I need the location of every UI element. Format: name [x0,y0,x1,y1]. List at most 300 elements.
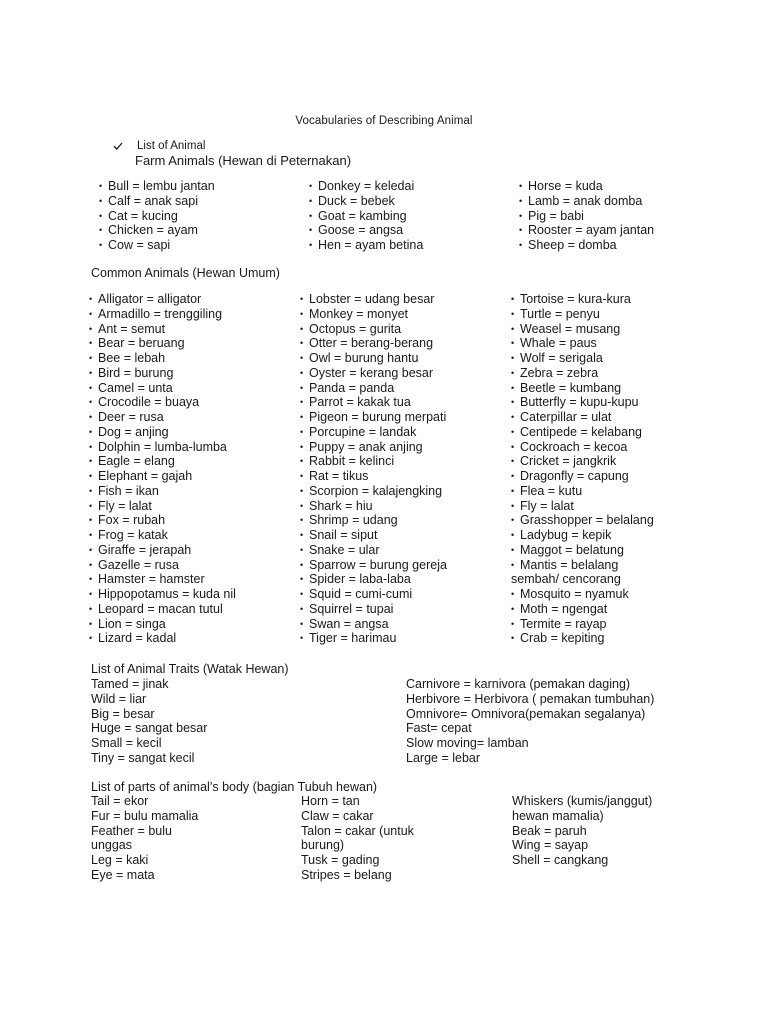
list-item-text: Camel = unta [98,380,173,395]
list-item-text: Alligator = alligator [98,292,202,306]
bullet-icon: • [300,323,304,334]
bullet-icon: • [89,559,93,570]
list-item-text: Porcupine = landak [309,424,417,439]
bullet-icon: • [89,471,93,481]
list-item [89,381,236,396]
list-item-text: Moth = ngengat [520,601,608,616]
list-item [300,631,447,646]
list-item: Huge = sangat besar [91,721,208,736]
list-item-text: Dog = anjing [98,424,169,439]
list-item-text: Snake = ular [309,542,380,557]
list-item [89,307,236,322]
list-item [89,543,236,558]
list-item-text: Giraffe = jerapah [98,542,192,557]
list-item-text: Bee = lebah [98,351,166,365]
list-item [511,631,654,646]
list-item-text: Calf = anak sapi [108,193,198,208]
list-item [511,440,654,455]
list-item [300,307,447,322]
bullet-icon: • [511,485,515,496]
list-item: Stripes = belang [301,867,392,882]
bullet-icon: • [511,338,515,349]
body-parts-list-col1 [91,794,198,883]
list-item [300,602,447,617]
list-item [89,617,236,632]
list-item [89,631,236,646]
list-item: Herbivore = Herbivora ( pemakan tumbuhan) [406,691,655,706]
list-item-text: Frog = katak [98,528,168,542]
bullet-icon: • [99,195,103,206]
list-item: Feather = bulu [91,823,172,838]
bullet-icon: • [511,456,515,467]
list-item-text: Cockroach = kecoa [520,439,628,454]
list-item [511,425,654,440]
bullet-icon: • [89,397,93,408]
list-item: Tiny = sangat kecil [91,750,195,765]
list-item [89,558,236,573]
bullet-icon: • [99,210,103,221]
bullet-icon: • [511,294,515,304]
list-item-text: Gazelle = rusa [98,557,179,572]
list-item: Shell = cangkang [512,853,609,867]
list-item [300,366,447,381]
list-item-text: Cat = kucing [108,208,178,223]
list-item [89,366,236,381]
list-item [519,194,654,209]
list-item-text: Elephant = gajah [98,469,193,483]
list-item [300,292,447,307]
list-item [300,587,447,602]
bullet-icon: • [300,294,304,304]
list-item [300,484,447,499]
list-item [300,336,447,351]
list-item [89,528,236,543]
list-item-text: Cow = sapi [108,238,171,252]
list-item-text: Monkey = monyet [309,306,409,321]
bullet-icon: • [511,382,515,393]
bullet-icon: • [300,353,304,363]
bullet-icon: • [309,240,313,250]
bullet-icon: • [309,225,313,236]
list-item [89,572,236,587]
list-item-text: Duck = bebek [318,193,395,208]
farm-animals-list-col2 [309,179,423,253]
list-item [300,572,447,587]
list-item [300,381,447,396]
list-item-text: Puppy = anak anjing [309,439,423,454]
bullet-icon: • [89,589,93,599]
list-item-text: Crab = kepiting [520,631,605,646]
bullet-icon: • [309,210,313,221]
body-parts-list-col2 [301,794,414,883]
list-item-text: Flea = kutu [520,483,583,498]
list-item-text: Fox = rubah [98,513,166,528]
list-item-text: Weasel = musang [520,321,621,336]
list-item [89,513,236,528]
list-item-text: Shrimp = udang [309,513,398,528]
bullet-icon: • [511,559,515,570]
list-item-text: Dolphin = lumba-lumba [98,439,227,454]
list-item-text: Hen = ayam betina [318,238,424,252]
body-parts-heading: List of parts of animal’s body (bagian Tubuh hewan) [91,780,378,794]
bullet-icon: • [89,308,93,319]
bullet-icon: • [300,412,304,422]
list-item-text: Whale = paus [520,336,597,351]
list-item [511,307,654,322]
list-item [99,209,215,224]
bullet-icon: • [89,456,93,467]
bullet-icon: • [300,367,304,378]
farm-animals-heading: Farm Animals (Hewan di Peternakan) [135,153,352,168]
list-item-text: Panda = panda [309,380,395,395]
bullet-icon: • [519,210,523,221]
list-item [309,179,423,194]
list-item-text: Wolf = serigala [520,351,603,365]
bullet-icon: • [511,603,515,614]
list-item [519,179,654,194]
bullet-icon: • [300,338,304,349]
list-item [89,454,236,469]
list-item [511,322,654,337]
list-item [300,440,447,455]
list-item [519,238,654,253]
list-item [300,410,447,425]
list-item [99,238,215,253]
bullet-icon: • [300,397,304,408]
list-item-text: Leopard = macan tutul [98,601,223,616]
list-item: Eye = mata [91,867,155,882]
list-item-text: Dragonfly = capung [520,469,629,483]
list-item: Carnivore = karnivora (pemakan daging) [406,677,631,691]
list-item: Wild = liar [91,691,147,706]
bullet-icon: • [511,308,515,319]
list-item [511,484,654,499]
bullet-icon: • [300,485,304,496]
list-item-text: Crocodile = buaya [98,395,200,410]
list-item [300,454,447,469]
animal-traits-list-left [91,677,207,766]
list-item [511,617,654,632]
list-item [511,587,654,602]
list-item-text: Caterpillar = ulat [520,410,612,424]
bullet-icon: • [309,181,313,191]
body-parts-list-col3 [512,794,652,868]
list-item-text: Fly = lalat [98,498,152,513]
bullet-icon: • [89,323,93,334]
bullet-icon: • [519,240,523,250]
list-item-text: Deer = rusa [98,410,164,424]
list-item: Whiskers (kumis/janggut) [512,794,653,808]
list-item [89,410,236,425]
list-item-text: Beetle = kumbang [520,380,622,395]
bullet-icon: • [89,294,93,304]
list-item-text: Swan = angsa [309,616,389,631]
bullet-icon: • [89,485,93,496]
bullet-icon: • [99,240,103,250]
list-item-text: Goose = angsa [318,223,404,238]
common-animals-list-col1 [89,292,236,646]
list-item-text: Snail = siput [309,528,378,542]
list-item-text: Pig = babi [528,208,584,223]
list-item [511,499,654,514]
checklist-label: List of Animal [137,140,206,152]
list-item-text: Bull = lembu jantan [108,179,215,193]
animal-traits-heading: List of Animal Traits (Watak Hewan) [91,662,289,676]
list-item-text: Scorpion = kalajengking [309,483,443,498]
list-item-text: Rooster = ayam jantan [528,223,655,238]
list-item: Slow moving= lamban [406,736,529,750]
list-item: Horn = tan [301,794,360,808]
animal-traits-list-right [406,677,654,766]
list-item: Talon = cakar (untuk [301,823,414,838]
bullet-icon: • [300,515,304,526]
list-item-text: Maggot = belatung [520,542,624,557]
list-item: burung) [301,838,345,853]
list-item [300,469,447,484]
list-item [99,179,215,194]
list-item-text: Fish = ikan [98,483,159,498]
bullet-icon: • [89,500,93,511]
bullet-icon: • [89,412,93,422]
farm-animals-list-col3 [519,179,654,253]
bullet-icon: • [89,441,93,452]
list-item-text: Otter = berang-berang [309,336,434,351]
list-item: Beak = paruh [512,823,587,838]
list-item-text: Mosquito = nyamuk [520,587,629,601]
bullet-icon: • [519,225,523,236]
bullet-icon: • [511,530,515,540]
list-item-text: Squirrel = tupai [309,601,394,616]
checkmark-icon [113,141,123,151]
farm-animals-list-col1 [99,179,215,253]
list-item [511,381,654,396]
document-title: Vocabularies of Describing Animal [295,115,473,127]
bullet-icon: • [511,397,515,408]
list-item-text: Turtle = penyu [520,306,600,321]
list-item: Fur = bulu mamalia [91,808,199,823]
list-item-text: Lamb = anak domba [528,193,643,208]
bullet-icon: • [511,412,515,422]
list-item [89,425,236,440]
bullet-icon: • [511,323,515,334]
list-item [511,292,654,307]
list-item [300,351,447,366]
list-item: Big = besar [91,706,155,721]
list-item [300,395,447,410]
bullet-icon: • [89,633,93,644]
bullet-icon: • [511,618,515,629]
list-item-text: Goat = kambing [318,208,407,223]
bullet-icon: • [300,618,304,629]
list-item-text: Parrot = kakak tua [309,395,411,410]
list-item-text: Mantis = belalang [520,557,619,572]
list-item [511,336,654,351]
bullet-icon: • [300,308,304,319]
list-item-text: Horse = kuda [528,179,603,193]
list-item [89,484,236,499]
bullet-icon: • [511,515,515,526]
list-item [300,513,447,528]
list-item [89,587,236,602]
bullet-icon: • [89,426,93,437]
list-item [89,395,236,410]
list-item [519,223,654,238]
list-item [300,617,447,632]
bullet-icon: • [519,181,523,191]
list-item [309,194,423,209]
list-item-text: Bird = burung [98,365,174,380]
list-item-text: Rat = tikus [309,469,369,483]
bullet-icon: • [300,633,304,644]
list-item [89,351,236,366]
common-animals-heading: Common Animals (Hewan Umum) [91,266,280,280]
list-item-text: Bear = beruang [98,336,185,351]
list-item-text: Rabbit = kelinci [309,454,395,469]
bullet-icon: • [300,559,304,570]
list-item: Tail = ekor [91,794,149,808]
bullet-icon: • [300,574,304,585]
bullet-icon: • [300,589,304,599]
list-item: Fast= cepat [406,721,472,736]
bullet-icon: • [300,500,304,511]
list-item: Claw = cakar [301,808,374,823]
list-item-text: Sparrow = burung gereja [309,557,447,572]
list-item [511,366,654,381]
list-item-text: Sheep = domba [528,238,617,252]
list-item [511,454,654,469]
list-item [89,292,236,307]
list-item [300,499,447,514]
bullet-icon: • [511,544,515,555]
list-item [99,194,215,209]
list-item [89,440,236,455]
bullet-icon: • [89,382,93,393]
list-item-text: Spider = laba-laba [309,572,411,587]
list-item: Tusk = gading [301,853,380,867]
bullet-icon: • [511,441,515,452]
bullet-icon: • [511,500,515,511]
list-item [89,336,236,351]
list-item [300,543,447,558]
list-item-text: Hippopotamus = kuda nil [98,587,236,601]
list-item-text: Termite = rayap [520,616,607,631]
list-item [89,469,236,484]
list-item-text: Pigeon = burung merpati [309,410,447,424]
bullet-icon: • [300,603,304,614]
common-animals-list-col2 [300,292,447,646]
bullet-icon: • [89,353,93,363]
list-item: Leg = kaki [91,853,149,867]
list-item: Tamed = jinak [91,677,169,691]
list-item-text: Shark = hiu [309,498,373,513]
list-item-text: Hamster = hamster [98,572,205,587]
list-item-text: Grasshopper = belalang [520,513,654,528]
list-item-text: Zebra = zebra [520,365,599,380]
list-item [511,351,654,366]
list-item [300,558,447,573]
list-item [309,238,423,253]
list-item [511,469,654,484]
list-item: unggas [91,838,133,853]
bullet-icon: • [300,382,304,393]
list-item-text: Butterfly = kupu-kupu [520,395,639,410]
list-item-text: Lobster = udang besar [309,292,435,306]
list-item-text: Tiger = harimau [309,631,397,646]
bullet-icon: • [89,338,93,349]
list-item-text: Ant = semut [98,321,166,336]
list-item [309,223,423,238]
list-item-text: Donkey = keledai [318,179,415,193]
list-item-text: Tortoise = kura-kura [520,292,631,306]
bullet-icon: • [300,530,304,540]
list-item [89,602,236,617]
list-item-text: Owl = burung hantu [309,351,419,365]
bullet-icon: • [89,618,93,629]
list-item-text: Squid = cumi-cumi [309,587,413,601]
list-item-text: Chicken = ayam [108,223,198,238]
common-animals-list-col3 [511,292,654,646]
list-item-text: Centipede = kelabang [520,424,642,439]
bullet-icon: • [300,471,304,481]
list-item [309,209,423,224]
list-item [511,543,654,558]
bullet-icon: • [89,603,93,614]
bullet-icon: • [309,195,313,206]
list-item [89,322,236,337]
list-item [511,395,654,410]
list-item [300,528,447,543]
list-item-text: Cricket = jangkrik [520,454,617,469]
list-item: Large = lebar [406,750,481,765]
bullet-icon: • [99,181,103,191]
list-item-text: Oyster = kerang besar [309,365,434,380]
list-item [99,223,215,238]
list-item [300,425,447,440]
list-item [511,528,654,543]
list-item: Small = kecil [91,736,162,750]
bullet-icon: • [89,367,93,378]
bullet-icon: • [511,426,515,437]
checklist-item [113,140,205,152]
list-item-text: Eagle = elang [98,454,175,469]
list-item-continuation: sembah/ cencorang [511,572,621,587]
list-item [511,410,654,425]
list-item-text: Octopus = gurita [309,321,402,336]
bullet-icon: • [511,367,515,378]
list-item [89,499,236,514]
list-item-text: Lizard = kadal [98,631,177,646]
list-item [511,513,654,528]
list-item-text: Lion = singa [98,616,166,631]
bullet-icon: • [99,225,103,236]
bullet-icon: • [89,515,93,526]
bullet-icon: • [511,589,515,599]
list-item: Omnivore= Omnivora(pemakan segalanya) [406,706,646,721]
bullet-icon: • [89,544,93,555]
bullet-icon: • [511,633,515,644]
list-item-text: Fly = lalat [520,498,574,513]
bullet-icon: • [300,456,304,467]
bullet-icon: • [300,426,304,437]
list-item [511,602,654,617]
list-item [519,209,654,224]
bullet-icon: • [300,441,304,452]
list-item [511,558,654,573]
bullet-icon: • [519,195,523,206]
list-item: Wing = sayap [512,838,589,853]
bullet-icon: • [300,544,304,555]
list-item [300,322,447,337]
